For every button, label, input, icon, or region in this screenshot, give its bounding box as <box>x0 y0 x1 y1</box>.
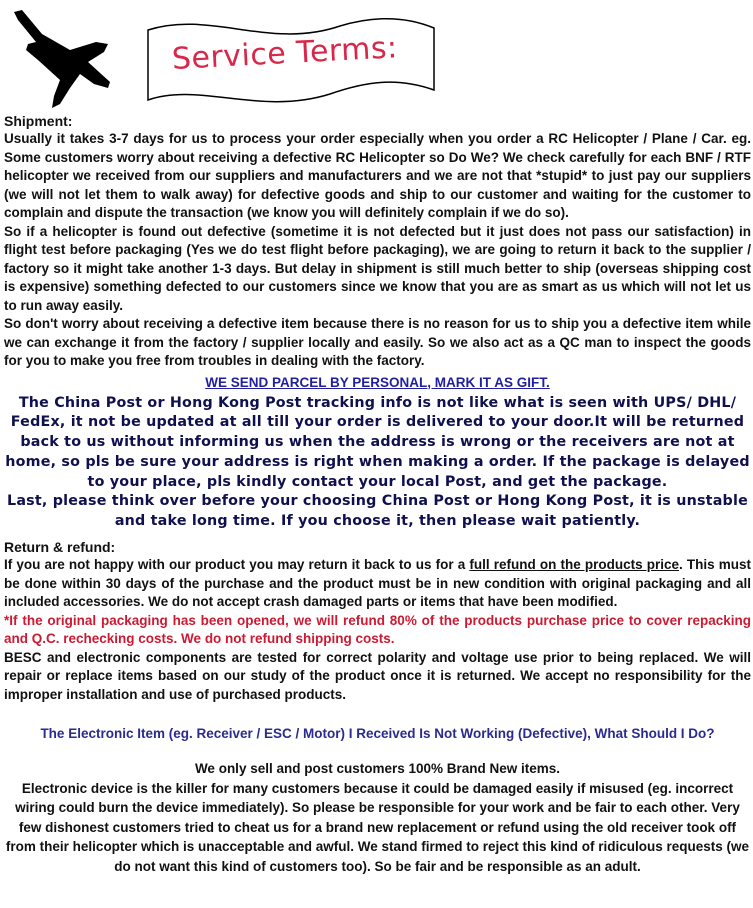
electronic-line-1: We only sell and post customers 100% Brand New items. <box>194 761 561 777</box>
gift-note: WE SEND PARCEL BY PERSONAL, MARK IT AS GIFT. <box>205 374 550 390</box>
refund-heading: Return & refund: <box>4 539 116 556</box>
tracking-notice-1: The China Post or Hong Kong Post tracking info is not like what is seen with UPS/ DHL/ FedEx, it not be updated at all till your order is delivered to your door.It will be returned back to us without informing us when the address is wrong or the receivers are not at home, so pls be sure your address is right when making a order. If the package is delayed to your place, pls kindly contact your local Post, and get the package. <box>5 394 750 490</box>
shipment-heading: Shipment: <box>4 113 73 129</box>
refund-paragraph-2: BESC and electronic components are tested for correct polarity and voltage use prior to being replaced. We will repair or replace items based on our study of the product once it is returned. We accept no responsibility for the improper installation and use of purchased products. <box>4 649 751 702</box>
refund-warning: *If the original packaging has been opened, we will refund 80% of the products purchase price to cover repacking and Q.C. rechecking costs. We do not refund shipping costs. <box>4 612 751 647</box>
tracking-notice-2: Last, please think over before your choosing China Post or Hong Kong Post, it is unstable and take long time. If you choose it, then please wait patiently. <box>7 493 748 530</box>
page-title: Service Terms: <box>171 30 399 77</box>
full-refund-highlight: full refund on the products price <box>469 557 679 573</box>
terms-content <box>4 112 751 876</box>
electronic-question: The Electronic Item (eg. Receiver / ESC / Motor) I Received Is Not Working (Defective), What Should I Do? <box>40 726 715 742</box>
refund-paragraph-1 <box>4 556 751 612</box>
shipment-paragraph-1: Usually it takes 3-7 days for us to process your order especially when you order a RC Helicopter / Plane / Car. eg. Some customers worry about receiving a defective RC Helicopter so Do We? We check carefully for each BNF / RTF helicopter we received from our suppliers and manufacturers and we are not that *stupid* to just pay our suppliers (we will not let them to walk away) for defective goods and ship to our customer and waiting for the customer to complain and dispute the transaction (we know you will definitely complain if we do so). <box>4 131 751 220</box>
shipment-paragraph-3: So don't worry about receiving a defective item because there is no reason for us to ship you a defective item while we can exchange it from the factory / supplier locally and easily. So we also act as a QC man to inspect the goods for you to make you free from troubles in dealing with the factory. <box>4 316 751 368</box>
refund-text-a: If you are not happy with our product you may return it back to us for a <box>4 557 470 573</box>
plane-silhouette-icon <box>8 4 120 116</box>
refund-text-b: . This must be done within 30 days of the purchase and the product must be in new condition with original packaging and all included accessories. We do not accept crash damaged parts or items that have been modified. <box>4 557 752 610</box>
shipment-paragraph-2: So if a helicopter is found out defective (sometime it is not defected but it just does not pass our satisfaction) in flight test before packaging (Yes we do test flight before packaging), we are going to return it back to the supplier / factory so it might take another 1-3 days. But delay in shipment is still much better to ship (overseas shipping cost is expensive) something defected to our customers since we know that you are as smart as us which will not let us to run away easily. <box>4 223 751 313</box>
electronic-answer <box>4 759 751 876</box>
tracking-notice <box>4 394 751 533</box>
header <box>0 0 753 112</box>
electronic-line-2: Electronic device is the killer for many customers because it could be damaged easily if misused (eg. incorrect wiring could burn the device immediately). So please be responsible for your work and be fair to each other. Very few dishonest customers tried to cheat us for a brand new replacement or refund using the old receiver took off from their helicopter which is unacceptable and awful. We stand firmed to reject this kind of ridiculous requests (we do not want this kind of customers too). So be fair and be responsible as an adult. <box>5 780 750 874</box>
